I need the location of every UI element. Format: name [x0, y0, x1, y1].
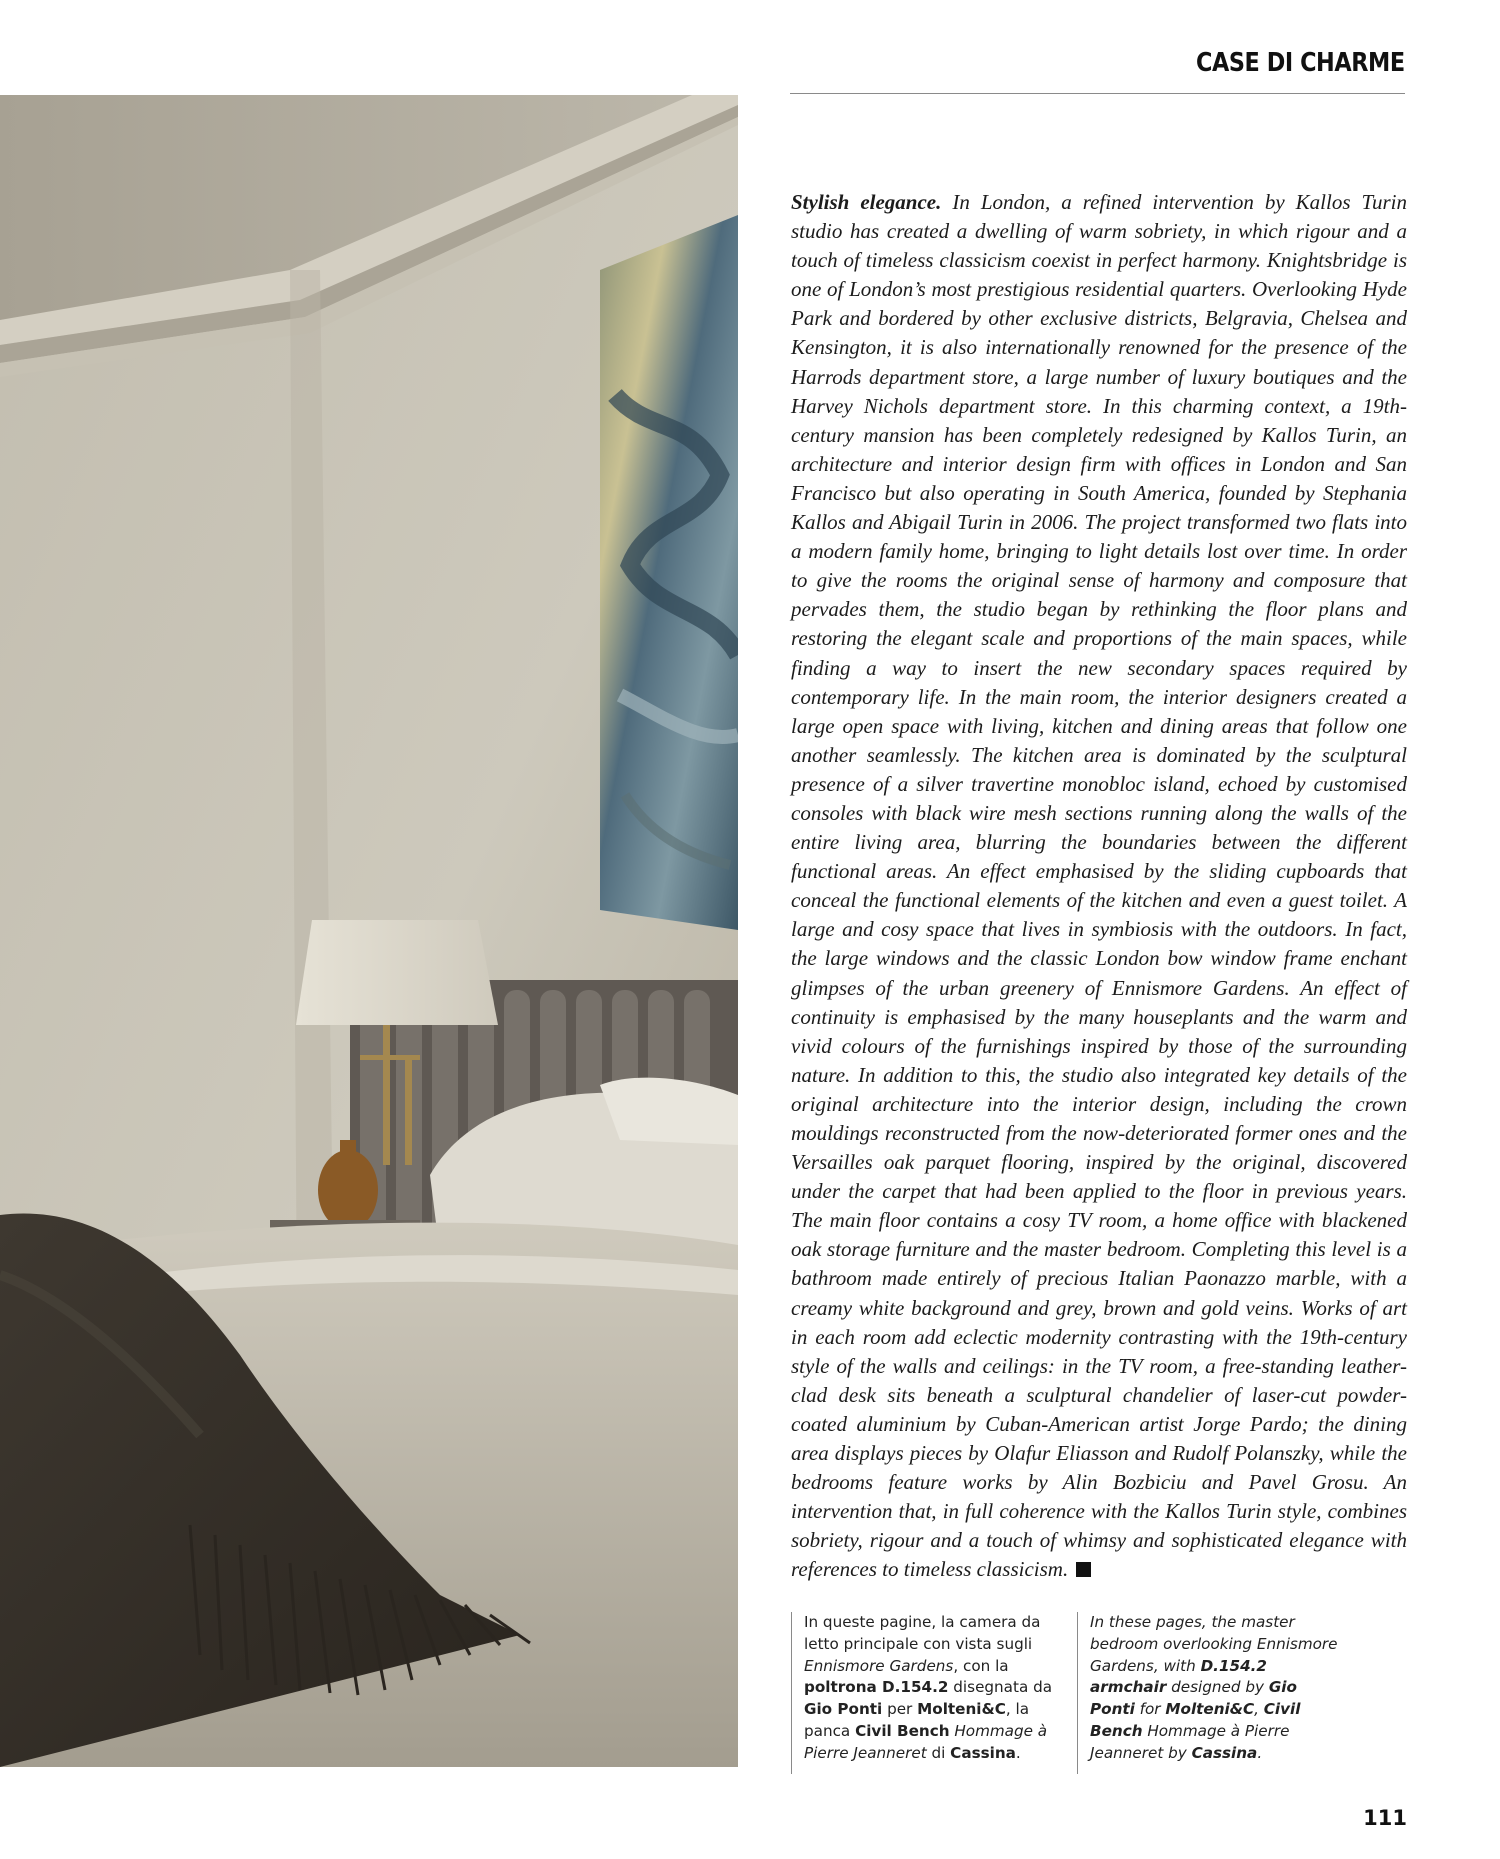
header-divider	[790, 93, 1405, 94]
end-of-article-mark	[1076, 1562, 1091, 1577]
caption-text: , la panca	[804, 1700, 1030, 1740]
caption-text: In these pages, the master bedroom overlooking Ennismore Gardens, with	[1090, 1613, 1338, 1675]
article-lead: Stylish elegance.	[791, 190, 942, 214]
section-title: CASE DI CHARME	[1196, 48, 1405, 78]
caption-designer: Gio Ponti	[1090, 1678, 1297, 1719]
caption-italian	[791, 1612, 1059, 1774]
caption-text: per	[882, 1700, 918, 1719]
caption-text: disegnata da	[948, 1678, 1053, 1697]
caption-product: D.154.2 armchair	[1090, 1656, 1267, 1697]
caption-text: In queste pagine, la camera da letto principale con vista sugli	[804, 1613, 1041, 1653]
caption-designer: Gio Ponti	[804, 1700, 883, 1719]
caption-product: Civil Bench	[1090, 1700, 1301, 1740]
caption-text: Ennismore Gardens	[804, 1656, 954, 1675]
caption-product: poltrona D.154.2	[804, 1678, 949, 1697]
caption-text: designed by	[1166, 1678, 1269, 1697]
caption-product: Civil Bench	[855, 1721, 950, 1740]
caption-text: .	[1257, 1743, 1263, 1762]
caption-text: , con la	[953, 1656, 1009, 1675]
caption-text: ,	[1254, 1700, 1264, 1719]
caption-text: .	[1015, 1743, 1021, 1762]
article-body	[791, 188, 1407, 1585]
caption-brand: Cassina	[1191, 1743, 1258, 1762]
caption-brand: Cassina	[950, 1743, 1016, 1762]
page-number: 111	[1363, 1806, 1407, 1830]
caption-text: di	[926, 1743, 951, 1762]
caption-brand: Molteni&C	[917, 1700, 1006, 1719]
caption-text: Hommage à Pierre Jeanneret by	[1090, 1721, 1290, 1762]
caption-text: Hommage à Pierre Jeanneret	[804, 1721, 1048, 1762]
caption-brand: Molteni&C	[1165, 1700, 1255, 1719]
article-intro: In London, a refined intervention by Kallos Turin studio has created a dwelling of warm sobriety, in which rigour and a touch of timeless classicism coexist in perfect harmony.	[791, 190, 1408, 273]
caption-english	[1077, 1612, 1345, 1774]
caption-text: for	[1134, 1700, 1166, 1719]
bedroom-photo	[0, 95, 738, 1767]
article-text: Knightsbridge is one of London’s most prestigious residential quarters. Overlooking Hyde Park and bordered by other exclusive districts, Belgravia, Chelsea and Kensington, it is also internationally renowned for the presence of the Harrods department store, a large number of luxury boutiques and the Harvey Nichols department store. In this charming context, a 19th-century mansion has been completely redesigned by Kallos Turin, an architecture and interior design firm with offices in London and San Francisco but also operating in South America, founded by Stephania Kallos and Abigail Turin in 2006. The project transformed two flats into a modern family home, bringing to light details lost over time. In order to give the rooms the original sense of harmony and composure that pervades them, the studio began by rethinking the floor plans and restoring the elegant scale and proportions of the main spaces, while finding a way to insert the new secondary spaces required by contemporary life. In the main room, the interior designers created a large open space with living, kitchen and dining areas that follow one another seamlessly. The kitchen area is dominated by the sculptural presence of a silver travertine monobloc island, echoed by customised consoles with black wire mesh sections running along the walls of the entire living area, blurring the boundaries between the different functional areas. An effect emphasised by the sliding cupboards that conceal the functional elements of the kitchen and even a guest toilet. A large and cosy space that lives in symbiosis with the outdoors. In fact, the large windows and the classic London bow window frame enchant glimpses of the urban greenery of Ennismore Gardens. An effect of continuity is emphasised by the many houseplants and the warm and vivid colours of the furnishings inspired by those of the surrounding nature. In addition to this, the studio also integrated key details of the original architecture into the interior design, including the crown mouldings reconstructed from the now-deteriorated former ones and the Versailles oak parquet flooring, inspired by the original, discovered under the carpet that had been applied to the floor in previous years. The main floor contains a cosy TV room, a home office with blackened oak storage furniture and the master bedroom. Completing this level is a bathroom made entirely of precious Italian Paonazzo marble, with a creamy white background and grey, brown and gold veins. Works of art in each room add eclectic modernity contrasting with the 19th-century style of the walls and ceilings: in the TV room, a free-standing leather-clad desk sits beneath a sculptural chandelier of laser-cut powder-coated aluminium by Cuban-American artist Jorge Pardo; the dining area displays pieces by Olafur Eliasson and Rudolf Polanszky, while the bedrooms feature works by Alin Bozbiciu and Pavel Grosu. An intervention that, in full coherence with the Kallos Turin style, combines sobriety, rigour and a touch of whimsy and sophisticated elegance with references to timeless classicism.	[791, 248, 1407, 1582]
